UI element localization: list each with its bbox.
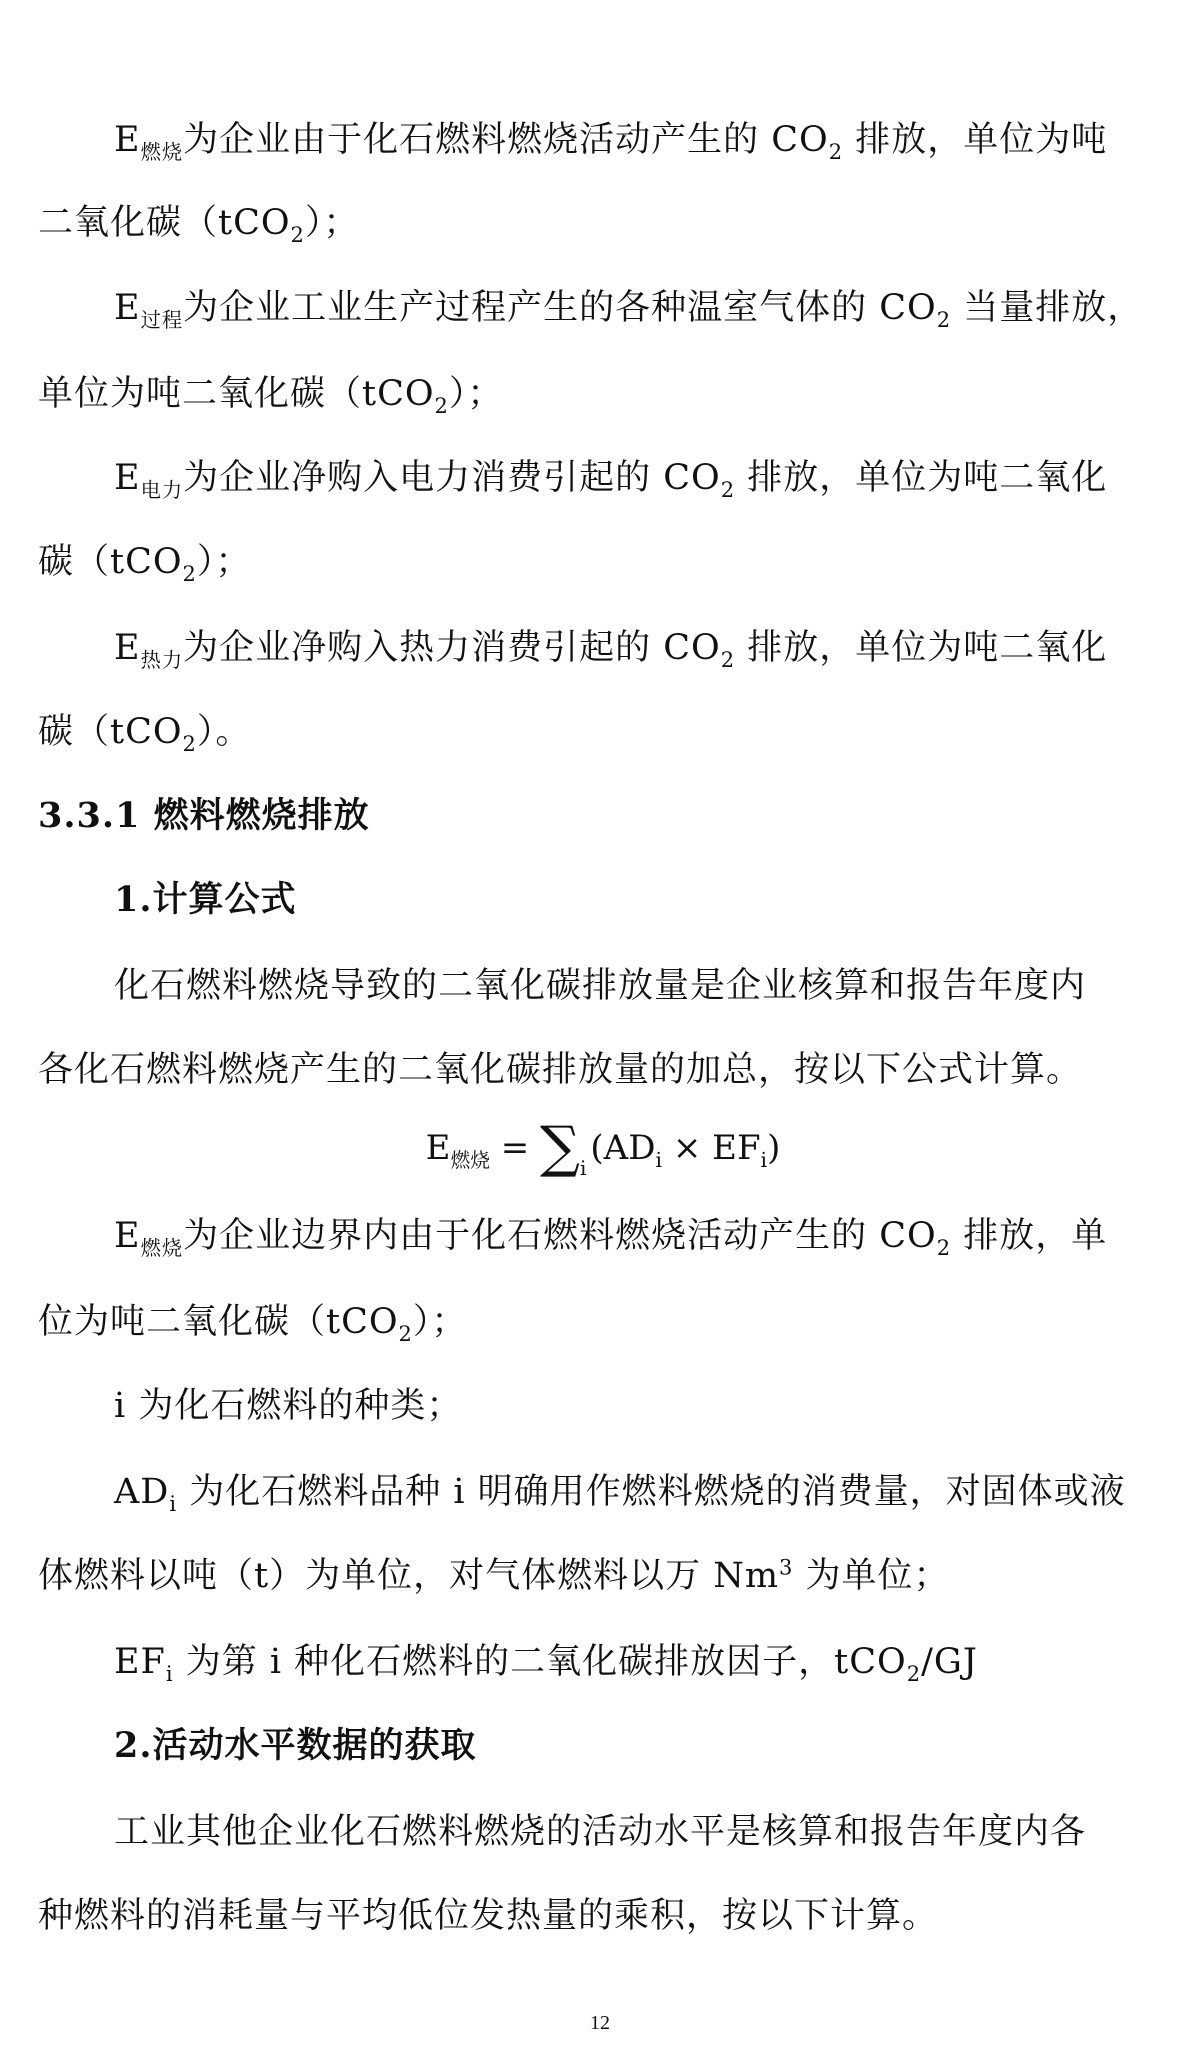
paragraph-text: 为单位； <box>793 1556 950 1596</box>
activity-line2: 种燃料的消耗量与平均低位发热量的乘积，按以下计算。 <box>38 1896 939 1936</box>
formula-equals: = <box>489 1128 541 1168</box>
paragraph-text: 为化石燃料品种 i 明确用作燃料燃烧的消费量，对固体或液 <box>177 1472 1126 1512</box>
definition-i: i 为化石燃料的种类； <box>114 1386 463 1426</box>
ad-subscript: i <box>655 1147 663 1172</box>
summation-index: i <box>580 1156 587 1180</box>
page-number: 12 <box>590 2012 610 2034</box>
paragraph-text: 排放，单位为吨 <box>843 120 1108 160</box>
variable-subscript: 电力 <box>140 478 184 503</box>
subheading-activity-data: 2.活动水平数据的获取 <box>114 1725 477 1766</box>
paragraph-text: 当量排放， <box>951 288 1144 328</box>
variable-e: E <box>114 628 141 668</box>
paragraph-text: 为企业工业生产过程产生的各种温室气体的 CO <box>183 288 937 328</box>
summation-symbol: ∑ <box>540 1115 580 1180</box>
co2-subscript: 2 <box>936 1236 952 1260</box>
paragraph-e-electricity-line2 <box>38 538 1168 586</box>
paragraph-e-combustion-line1 <box>38 116 1200 168</box>
definition-e-line2 <box>38 1298 1168 1346</box>
paragraph-text: 为企业净购入电力消费引起的 CO <box>183 458 721 498</box>
paragraph-e-process-line2 <box>38 370 1168 418</box>
intro-line2: 各化石燃料燃烧产生的二氧化碳排放量的加总，按以下公式计算。 <box>38 1050 1083 1090</box>
paragraph-e-process-line1 <box>38 284 1200 336</box>
paragraph-text: 排放，单位为吨二氧化 <box>735 628 1108 668</box>
paragraph-text: ）； <box>412 1302 468 1342</box>
subheading-formula: 1.计算公式 <box>114 879 297 920</box>
formula-term-ef: × EF <box>662 1128 761 1168</box>
variable-ad: AD <box>114 1472 170 1512</box>
activity-line1: 工业其他企业化石燃料燃烧的活动水平是核算和报告年度内各 <box>114 1812 1087 1852</box>
paragraph-e-heat-line1 <box>38 624 1200 676</box>
ef-subscript: i <box>165 1662 174 1686</box>
formula-lhs-subscript: 燃烧 <box>450 1148 490 1172</box>
paragraph-text: 体燃料以吨（t）为单位，对气体燃料以万 Nm <box>38 1556 780 1596</box>
paragraph-text: ）。 <box>196 712 252 752</box>
co2-subscript: 2 <box>290 223 305 247</box>
definition-ad-line2 <box>38 1552 1168 1600</box>
variable-e: E <box>114 288 141 328</box>
paragraph-text: 碳（tCO <box>38 712 183 752</box>
paragraph-text: 为企业边界内由于化石燃料燃烧活动产生的 CO <box>183 1216 937 1256</box>
definition-e-line1 <box>38 1212 1200 1264</box>
co2-subscript: 2 <box>936 308 952 332</box>
variable-ef: EF <box>114 1642 166 1682</box>
variable-subscript: 燃烧 <box>140 140 184 165</box>
intro-line1: 化石燃料燃烧导致的二氧化碳排放量是企业核算和报告年度内 <box>114 966 1087 1006</box>
definition-ad-line1 <box>38 1468 1200 1516</box>
ad-subscript: i <box>169 1492 178 1516</box>
paragraph-text: 为企业净购入热力消费引起的 CO <box>183 628 721 668</box>
co2-subscript: 2 <box>182 562 197 586</box>
variable-subscript: 过程 <box>140 308 184 333</box>
formula-lhs: E <box>425 1128 451 1168</box>
section-heading: 3.3.1 燃料燃烧排放 <box>38 795 370 836</box>
variable-subscript: 燃烧 <box>140 1236 184 1261</box>
paragraph-text: /GJ <box>921 1642 978 1682</box>
cubic-superscript: 3 <box>779 1555 794 1580</box>
paragraph-text: 排放，单 <box>951 1216 1108 1256</box>
paragraph-e-electricity-line1 <box>38 454 1200 506</box>
paragraph-text: 为第 i 种化石燃料的二氧化碳排放因子，tCO <box>173 1642 907 1682</box>
paragraph-text: 碳（tCO <box>38 542 183 582</box>
co2-subscript: 2 <box>434 394 449 418</box>
co2-subscript: 2 <box>828 140 844 164</box>
paragraph-text: 排放，单位为吨二氧化 <box>735 458 1108 498</box>
paragraph-e-heat-line2 <box>38 708 1168 756</box>
paragraph-text: 位为吨二氧化碳（tCO <box>38 1302 399 1342</box>
co2-subscript: 2 <box>906 1662 922 1686</box>
formula-close: ) <box>767 1128 781 1168</box>
paragraph-text: 单位为吨二氧化碳（tCO <box>38 374 435 414</box>
paragraph-text: ）； <box>304 203 360 243</box>
paragraph-text: ）； <box>196 542 252 582</box>
variable-e: E <box>114 1216 141 1256</box>
paragraph-text: 为企业由于化石燃料燃烧活动产生的 CO <box>183 120 829 160</box>
combustion-formula <box>38 1115 1168 1183</box>
variable-subscript: 热力 <box>140 648 184 673</box>
co2-subscript: 2 <box>182 732 197 756</box>
variable-e: E <box>114 458 141 498</box>
ef-subscript: i <box>760 1147 768 1172</box>
variable-e: E <box>114 120 141 160</box>
paragraph-e-combustion-line2 <box>38 199 1168 247</box>
co2-subscript: 2 <box>398 1322 413 1346</box>
definition-ef <box>38 1638 1200 1686</box>
co2-subscript: 2 <box>720 478 736 502</box>
paragraph-text: ）； <box>448 374 504 414</box>
paragraph-text: 二氧化碳（tCO <box>38 203 291 243</box>
formula-term-ad: (AD <box>590 1128 656 1168</box>
co2-subscript: 2 <box>720 648 736 672</box>
